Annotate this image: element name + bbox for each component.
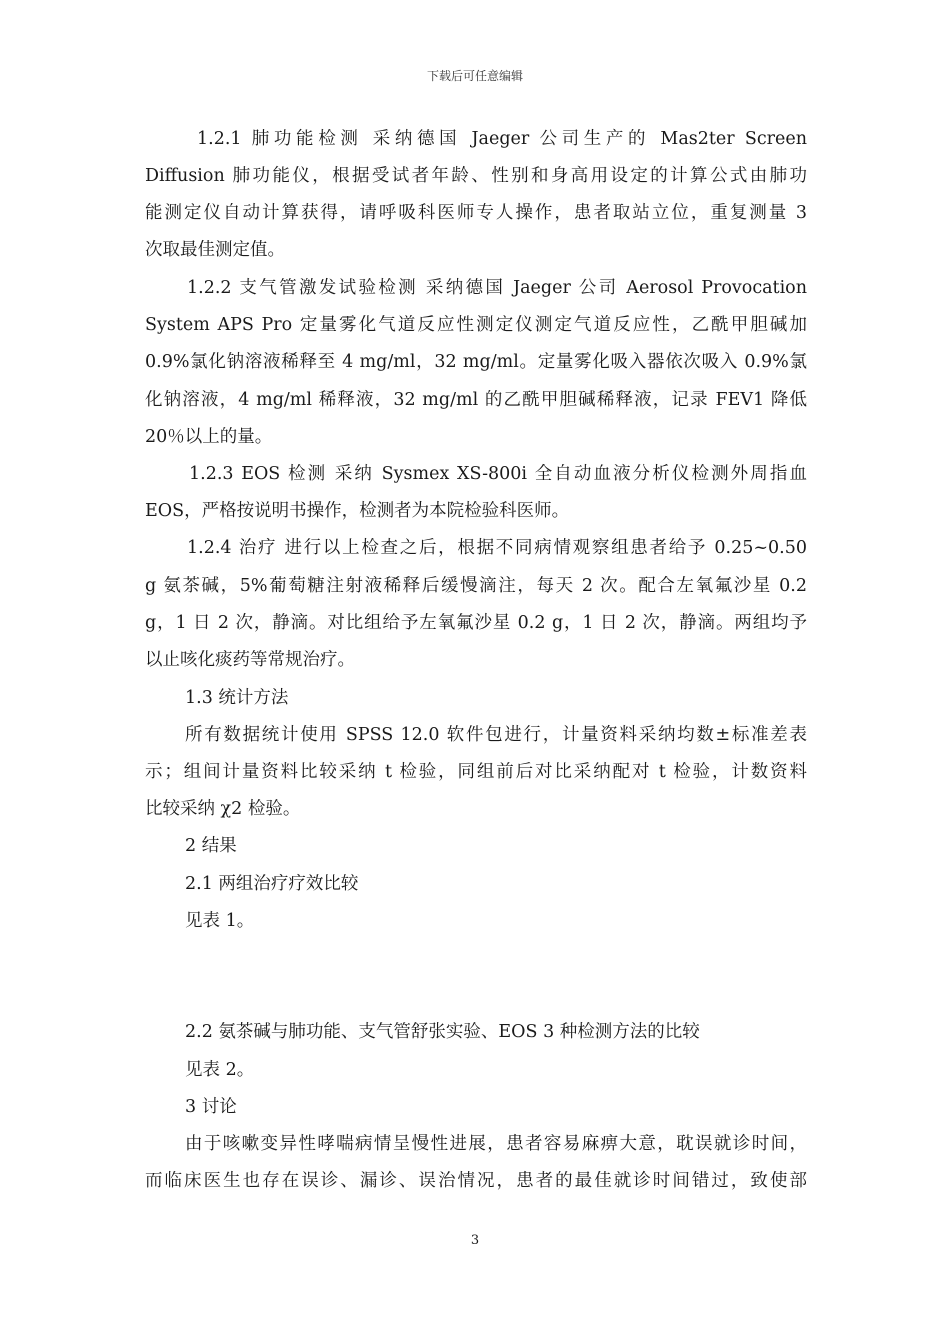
text-line: 能测定仪自动计算获得，请呼吸科医师专人操作，患者取站立位，重复测量 3	[145, 203, 807, 223]
text-line: 以止咳化痰药等常规治疗。	[145, 650, 355, 670]
text-line: 而临床医生也存在误诊、漏诊、误治情况，患者的最佳就诊时间错过，致使部	[145, 1171, 807, 1191]
text-line: 1.2.2 支气管激发试验检测 采纳德国 Jaeger 公司 Aerosol Provocation	[187, 278, 807, 298]
section-heading: 2.2 氨茶碱与肺功能、支气管舒张实验、EOS 3 种检测方法的比较	[185, 1022, 700, 1042]
text-line: 次取最佳测定值。	[145, 240, 285, 260]
text-line: 所有数据统计使用 SPSS 12.0 软件包进行，计量资料采纳均数±标准差表	[185, 725, 807, 745]
section-heading: 2 结果	[185, 836, 237, 856]
text-line: 0.9%氯化钠溶液稀释至 4 mg/ml，32 mg/ml。定量雾化吸入器依次吸入 0.9%氯	[145, 352, 807, 372]
text-line: System APS Pro 定量雾化气道反应性测定仪测定气道反应性，乙酰甲胆碱加	[145, 315, 807, 335]
text-line: 1.2.1 肺功能检测 采纳德国 Jaeger 公司生产的 Mas2ter Screen	[197, 129, 807, 149]
text-line: 由于咳嗽变异性哮喘病情呈慢性进展，患者容易麻痹大意，耽误就诊时间，	[185, 1134, 807, 1154]
text-line: 见表 2。	[185, 1060, 255, 1080]
text-line: 1.2.3 EOS 检测 采纳 Sysmex XS-800i 全自动血液分析仪检测外周指血	[189, 464, 807, 484]
text-line: 比较采纳 χ2 检验。	[145, 799, 301, 819]
text-line: 1.2.4 治疗 进行以上检查之后，根据不同病情观察组患者给予 0.25~0.50	[187, 538, 807, 558]
text-line: 20％以上的量。	[145, 427, 273, 447]
page-header: 下载后可任意编辑	[426, 69, 523, 83]
text-line: 见表 1。	[185, 911, 255, 931]
section-heading: 3 讨论	[185, 1097, 237, 1117]
text-line: 化钠溶液，4 mg/ml 稀释液，32 mg/ml 的乙酰甲胆碱稀释液，记录 FEV1 降低	[145, 390, 807, 410]
text-line: g 氨茶碱，5%葡萄糖注射液稀释后缓慢滴注，每天 2 次。配合左氧氟沙星 0.2	[145, 576, 807, 596]
text-line: Diffusion 肺功能仪，根据受试者年龄、性别和身高用设定的计算公式由肺功	[145, 166, 807, 186]
text-line: g，1 日 2 次，静滴。对比组给予左氧氟沙星 0.2 g，1 日 2 次，静滴。两组均予	[145, 613, 807, 633]
text-line: 示；组间计量资料比较采纳 t 检验，同组前后对比采纳配对 t 检验，计数资料	[145, 762, 807, 782]
page-number: 3	[470, 1233, 480, 1248]
text-line: EOS，严格按说明书操作，检测者为本院检验科医师。	[145, 501, 570, 521]
section-heading: 2.1 两组治疗疗效比较	[185, 874, 359, 894]
section-heading: 1.3 统计方法	[185, 688, 289, 708]
